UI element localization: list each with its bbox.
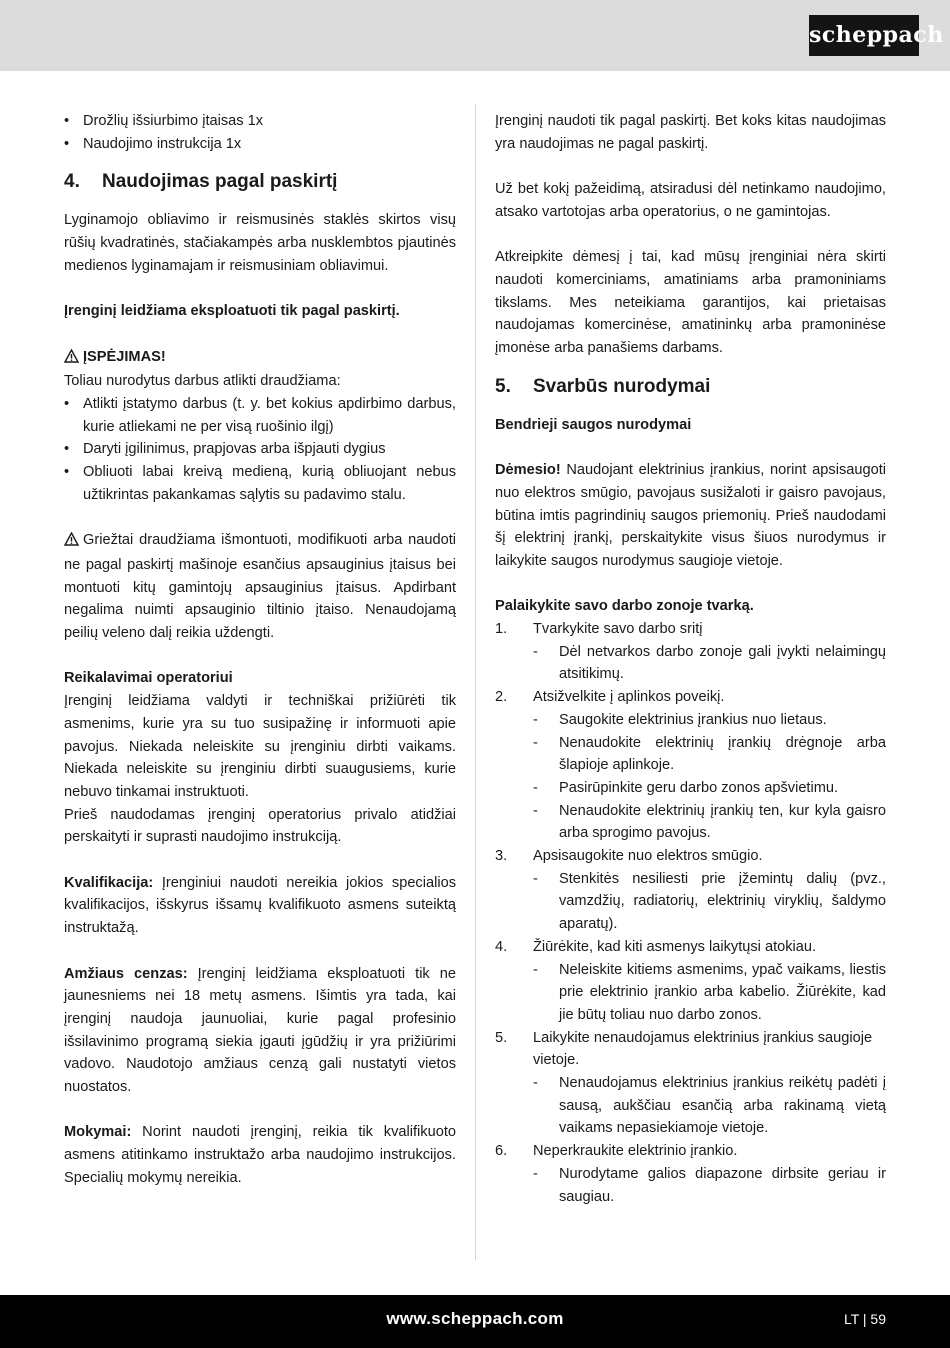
dash-marker: - bbox=[533, 643, 538, 660]
language-code: LT bbox=[843, 1311, 859, 1327]
dash-marker: - bbox=[533, 802, 538, 819]
training-paragraph: Mokymai: Norint naudoti įrenginį, reikia tik kvalifikuoto asmens atitinkamo instruktažo arba naudojimo instrukcijos. Specialių mokymų nereikia. bbox=[64, 1124, 456, 1186]
section-title: Naudojimas pagal paskirtį bbox=[102, 171, 338, 193]
list-item-text: Atsižvelkite į aplinkos poveikį. bbox=[533, 689, 725, 706]
section-4-heading bbox=[64, 155, 456, 209]
list-item: • Daryti įgilinimus, prapjovas arba išpjauti dygius bbox=[64, 438, 456, 461]
list-item-text: Apsisaugokite nuo elektros smūgio. bbox=[533, 848, 763, 865]
sub-list-item bbox=[495, 1072, 886, 1140]
footer-bar bbox=[0, 1295, 950, 1348]
subheading-operator: Reikalavimai operatoriui bbox=[64, 670, 233, 687]
left-column bbox=[64, 110, 456, 1190]
sub-list-item bbox=[495, 800, 886, 845]
sub-list-item-text: Pasirūpinkite geru darbo zonos apšvietimu. bbox=[559, 779, 839, 796]
paragraph: Už bet kokį pažeidimą, atsiradusi dėl netinkamo naudojimo, atsako vartotojas arba operatorius, o ne gamintojas. bbox=[495, 181, 886, 220]
warning-triangle-icon bbox=[64, 531, 79, 554]
list-item: • Obliuoti labai kreivą medieną, kurią obliuojant nebus užtikrintas pakankamas sąlytis su padavimo stalu. bbox=[64, 461, 456, 506]
list-item: • Naudojimo instrukcija 1x bbox=[64, 133, 456, 156]
sub-list-item-text: Nurodytame galios diapazone dirbsite geriau ir saugiau. bbox=[559, 1165, 886, 1205]
sub-list-item bbox=[495, 1163, 886, 1208]
list-item: • Drožlių išsiurbimo įtaisas 1x bbox=[64, 110, 456, 133]
sub-list-item bbox=[495, 777, 886, 800]
numbered-list bbox=[495, 618, 886, 1208]
list-item: • Atlikti įstatymo darbus (t. y. bet kokius apdirbimo darbus, kurie atliekami ne per visą ruošinio ilgį) bbox=[64, 393, 456, 438]
list-item bbox=[495, 618, 886, 641]
paragraph: Įrenginį leidžiama valdyti ir techniškai prižiūrėti tik asmenims, kurie yra su tuo susipažinę ir informuoti apie pavojus. Niekada neleiskite su įrenginiu dirbti vaikams. Niekada neleiskite su įrenginiu dirbti suaugusiems, kurie nebuvo tinkamai instruktuoti. bbox=[64, 693, 456, 800]
sub-list-item-text: Dėl netvarkos darbo zonoje gali įvykti nelaimingų atsitikimų. bbox=[559, 643, 886, 683]
subheading-general: Bendrieji saugos nurodymai bbox=[495, 416, 692, 433]
sub-list-item bbox=[495, 959, 886, 1027]
sub-list-item-text: Neleiskite kitiems asmenims, ypač vaikams, liestis prie elektrinio įrankio arba kabelio. Žiūrėkite, kad jie būtų toliau nuo darbo zonos. bbox=[559, 961, 886, 1023]
sub-list-item-text: Nenaudojamus elektrinius įrankius reikėtų padėti į sausą, aukščiau esančią arba rakinamą vietą vaikams nepasiekiamoje vietoje. bbox=[559, 1075, 886, 1137]
attention-paragraph: Dėmesio! Naudojant elektrinius įrankius, norint apsisaugoti nuo elektros smūgio, pavojaus susižaloti ir gaisro pavojaus, būtina imtis pagrindinių saugos priemonių. Prieš naudodami šį elektrinį įrankį, perskaitykite visus šiuos nurodymus ir laikykite saugos nurodymus saugioje vietoje. bbox=[495, 462, 886, 569]
dash-marker: - bbox=[533, 870, 538, 887]
paragraph: Įrenginį naudoti tik pagal paskirtį. Bet koks kitas naudojimas yra naudojimas ne pagal paskirtį. bbox=[495, 113, 886, 152]
warning-paragraph: Griežtai draudžiama išmontuoti, modifikuoti arba naudoti ne pagal paskirtį mašinoje esančius apsauginius įtaisus bei montuoti kitų gamintojų apsauginius įtaisus. Apdirbant negalima nuimti apsauginio tiltinio įtaiso. Nenaudojamą peilių veleno dalį reikia uždengti. bbox=[64, 532, 456, 642]
age-paragraph: Amžiaus cenzas: Įrenginį leidžiama eksploatuoti tik ne jaunesniems nei 18 metų asmens. Išimtis yra tada, kai įrenginį naudoja jaunuoliai, kurie pagal profesinio išsilavinimo programą siekia įgauti įgūdžių ir yra prižiūrimi vadovo. Naudotojo amžiaus cenzą gali nustatyti vietos nuostatos. bbox=[64, 965, 456, 1096]
list-item bbox=[495, 1140, 886, 1163]
warning-label: ĮSPĖJIMAS! bbox=[83, 348, 166, 365]
right-column bbox=[495, 110, 886, 1208]
warning-heading bbox=[64, 346, 456, 371]
dash-marker: - bbox=[533, 1075, 538, 1092]
subheading-order: Palaikykite savo darbo zonoje tvarką. bbox=[495, 598, 754, 615]
list-item-text: Žiūrėkite, kad kiti asmenys laikytųsi atokiau. bbox=[533, 938, 817, 955]
sub-list-item bbox=[495, 641, 886, 686]
sub-list-item bbox=[495, 709, 886, 732]
bold-paragraph: Įrenginį leidžiama eksploatuoti tik pagal paskirtį. bbox=[64, 303, 400, 320]
section-5-heading bbox=[495, 360, 886, 414]
header-bar bbox=[0, 0, 950, 71]
list-item bbox=[495, 936, 886, 959]
section-number: 4. bbox=[64, 171, 80, 193]
section-title: Svarbūs nurodymai bbox=[533, 375, 711, 397]
paragraph: Atkreipkite dėmesį į tai, kad mūsų įrenginiai nėra skirti naudoti komerciniams, amatiniams arba pramoniniams tikslams. Mes neteikiama garantijos, kai prietaisas naudojamas komercinėse, amatininkų arba pramoninėse įmonėse arba panašiems darbams. bbox=[495, 249, 886, 356]
dash-marker: - bbox=[533, 961, 538, 978]
page-number: 59 bbox=[870, 1311, 886, 1327]
paragraph: Prieš naudodamas įrenginį operatorius privalo atidžiai perskaityti ir suprasti naudojimo instrukciją. bbox=[64, 806, 456, 846]
sub-list-item bbox=[495, 868, 886, 936]
sub-list-item-text: Stenkitės nesiliesti prie įžemintų dalių (pvz., vamzdžių, radiatorių, elektrinių viryklių, šaldymo aparatų). bbox=[559, 870, 886, 933]
footer-url: www.scheppach.com bbox=[386, 1309, 564, 1328]
qualification-paragraph: Kvalifikacija: Įrenginiui naudoti nereikia jokios specialios kvalifikacijos, išskyrus išsamų kvalifikuoto asmens suteiktą instruktažą. bbox=[64, 874, 456, 937]
list-item-text: Tvarkykite savo darbo sritį bbox=[533, 621, 703, 637]
dash-marker: - bbox=[533, 1165, 538, 1182]
sub-list-item-text: Nenaudokite elektrinių įrankių ten, kur kyla gaisro arba sprogimo pavojus. bbox=[559, 802, 886, 842]
list-item bbox=[495, 845, 886, 868]
page-indicator: LT | 59 bbox=[843, 1311, 886, 1327]
list-item-text: Laikykite nenaudojamus elektrinius įrankius saugioje vietoje. bbox=[533, 1029, 873, 1069]
column-divider bbox=[475, 104, 476, 1260]
sub-list-item bbox=[495, 732, 886, 777]
warning-intro: Toliau nurodytus darbus atlikti draudžiama: bbox=[64, 373, 341, 390]
paragraph: Lyginamojo obliavimo ir reismusinės staklės skirtos visų rūšių kvadratinės, stačiakampės arba nusklembtos pjautinės medienos lyginamajam ir reismusiniam obliavimui. bbox=[64, 212, 456, 274]
list-item-number: 2. bbox=[495, 689, 508, 706]
list-item-number: 4. bbox=[495, 938, 508, 955]
list-item-number: 5. bbox=[495, 1029, 508, 1046]
dash-marker: - bbox=[533, 779, 538, 796]
dash-marker: - bbox=[533, 711, 538, 728]
warning-triangle-icon bbox=[64, 348, 79, 371]
list-item-number: 3. bbox=[495, 848, 508, 865]
sub-list-item-text: Nenaudokite elektrinių įrankių drėgnoje arba šlapioje aplinkoje. bbox=[559, 734, 886, 774]
list-item bbox=[495, 1027, 886, 1072]
list-item-number: 1. bbox=[495, 621, 508, 637]
list-item bbox=[495, 686, 886, 709]
dash-marker: - bbox=[533, 734, 538, 751]
list-item-number: 6. bbox=[495, 1143, 508, 1160]
scheppach-logo: scheppach bbox=[809, 15, 919, 56]
section-number: 5. bbox=[495, 375, 511, 397]
list-item-text: Neperkraukite elektrinio įrankio. bbox=[533, 1143, 738, 1160]
sub-list-item-text: Saugokite elektrinius įrankius nuo lietaus. bbox=[559, 711, 827, 728]
